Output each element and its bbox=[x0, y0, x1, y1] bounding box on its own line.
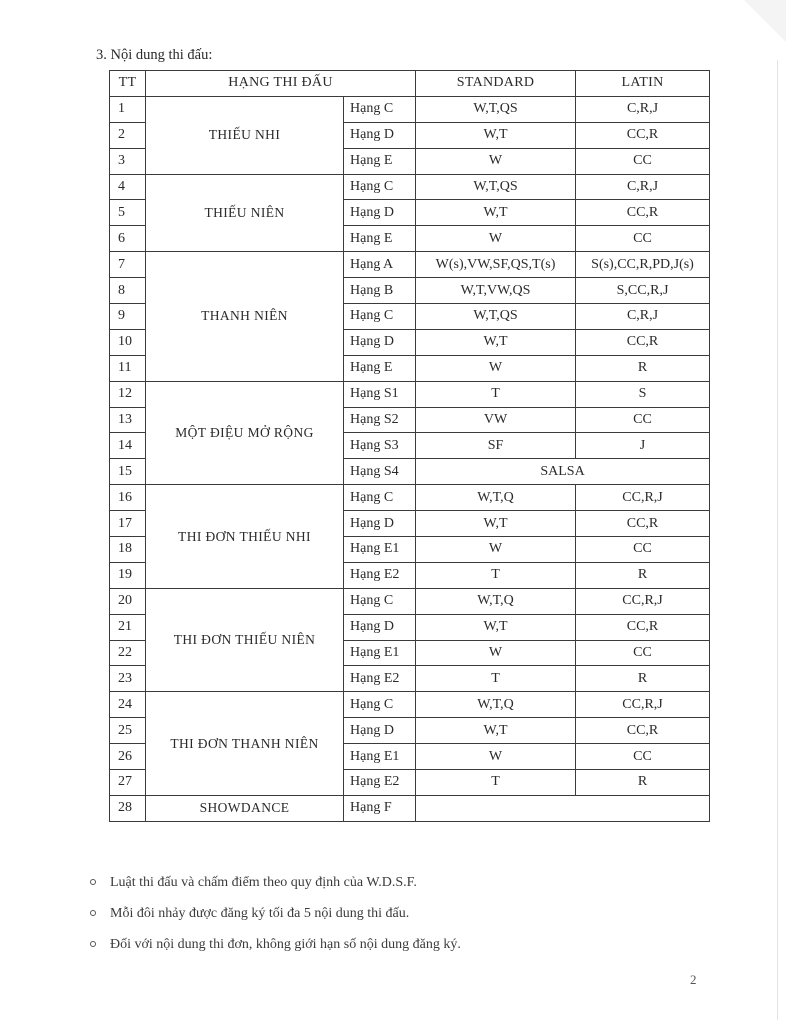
latin-dances: C,R,J bbox=[576, 174, 710, 200]
row-number: 14 bbox=[110, 433, 146, 459]
table-row bbox=[110, 252, 710, 278]
latin-dances: S bbox=[576, 381, 710, 407]
class-level: Hạng E2 bbox=[344, 770, 416, 796]
standard-dances: W bbox=[416, 640, 576, 666]
standard-dances: W,T,QS bbox=[416, 304, 576, 330]
bullet-icon bbox=[90, 941, 96, 947]
standard-dances: W,T bbox=[416, 122, 576, 148]
class-level: Hạng E2 bbox=[344, 666, 416, 692]
latin-dances: C,R,J bbox=[576, 304, 710, 330]
row-number: 15 bbox=[110, 459, 146, 485]
standard-dances: VW bbox=[416, 407, 576, 433]
class-level: Hạng E1 bbox=[344, 640, 416, 666]
standard-dances: W,T bbox=[416, 200, 576, 226]
row-number: 12 bbox=[110, 381, 146, 407]
latin-dances: CC,R,J bbox=[576, 485, 710, 511]
class-level: Hạng C bbox=[344, 174, 416, 200]
page-corner-fold bbox=[744, 0, 786, 42]
table-row bbox=[110, 588, 710, 614]
latin-dances: CC bbox=[576, 148, 710, 174]
section-heading: 3. Nội dung thi đấu: bbox=[96, 47, 213, 63]
row-number: 3 bbox=[110, 148, 146, 174]
header-standard: STANDARD bbox=[416, 71, 576, 97]
row-number: 25 bbox=[110, 718, 146, 744]
class-level: Hạng B bbox=[344, 278, 416, 304]
class-level: Hạng E bbox=[344, 148, 416, 174]
class-level: Hạng D bbox=[344, 200, 416, 226]
class-level: Hạng C bbox=[344, 692, 416, 718]
row-number: 2 bbox=[110, 122, 146, 148]
class-level: Hạng D bbox=[344, 511, 416, 537]
class-level: Hạng F bbox=[344, 795, 416, 821]
latin-dances: CC bbox=[576, 744, 710, 770]
standard-dances: T bbox=[416, 666, 576, 692]
standard-dances: SF bbox=[416, 433, 576, 459]
age-group-name: THI ĐƠN THIẾU NIÊN bbox=[146, 588, 344, 692]
latin-dances: S,CC,R,J bbox=[576, 278, 710, 304]
row-number: 8 bbox=[110, 278, 146, 304]
standard-dances: W,T,QS bbox=[416, 174, 576, 200]
class-level: Hạng C bbox=[344, 485, 416, 511]
latin-dances: CC,R,J bbox=[576, 692, 710, 718]
table-row bbox=[110, 795, 710, 821]
standard-dances: W bbox=[416, 226, 576, 252]
table-row bbox=[110, 485, 710, 511]
header-category: HẠNG THI ĐẤU bbox=[146, 71, 416, 97]
latin-dances: CC bbox=[576, 640, 710, 666]
table-row bbox=[110, 692, 710, 718]
class-level: Hạng S2 bbox=[344, 407, 416, 433]
class-level: Hạng E bbox=[344, 355, 416, 381]
row-number: 24 bbox=[110, 692, 146, 718]
latin-dances: J bbox=[576, 433, 710, 459]
bullet-icon bbox=[90, 879, 96, 885]
class-level: Hạng D bbox=[344, 329, 416, 355]
row-number: 19 bbox=[110, 562, 146, 588]
class-level: Hạng S1 bbox=[344, 381, 416, 407]
class-level: Hạng C bbox=[344, 304, 416, 330]
header-latin: LATIN bbox=[576, 71, 710, 97]
row-number: 11 bbox=[110, 355, 146, 381]
latin-dances: R bbox=[576, 562, 710, 588]
row-number: 13 bbox=[110, 407, 146, 433]
latin-dances: CC,R bbox=[576, 329, 710, 355]
row-number: 5 bbox=[110, 200, 146, 226]
latin-dances: R bbox=[576, 355, 710, 381]
note-item bbox=[90, 935, 461, 966]
class-level: Hạng E1 bbox=[344, 537, 416, 563]
standard-dances: T bbox=[416, 381, 576, 407]
row-number: 18 bbox=[110, 537, 146, 563]
table-row bbox=[110, 381, 710, 407]
latin-dances: CC,R bbox=[576, 200, 710, 226]
note-item bbox=[90, 873, 461, 904]
class-level: Hạng S4 bbox=[344, 459, 416, 485]
age-group-name: SHOWDANCE bbox=[146, 795, 344, 821]
row-number: 10 bbox=[110, 329, 146, 355]
merged-dances bbox=[416, 795, 710, 821]
table-body bbox=[110, 96, 710, 821]
latin-dances: CC bbox=[576, 537, 710, 563]
age-group-name: THI ĐƠN THANH NIÊN bbox=[146, 692, 344, 796]
row-number: 17 bbox=[110, 511, 146, 537]
standard-dances: W(s),VW,SF,QS,T(s) bbox=[416, 252, 576, 278]
row-number: 16 bbox=[110, 485, 146, 511]
standard-dances: W,T,QS bbox=[416, 96, 576, 122]
scan-edge-line bbox=[777, 60, 778, 1020]
note-text: Luật thi đấu và chấm điểm theo quy định của W.D.S.F. bbox=[110, 875, 417, 890]
row-number: 1 bbox=[110, 96, 146, 122]
bullet-icon bbox=[90, 910, 96, 916]
class-level: Hạng E2 bbox=[344, 562, 416, 588]
competition-program-table bbox=[109, 70, 710, 822]
standard-dances: W,T,Q bbox=[416, 485, 576, 511]
row-number: 23 bbox=[110, 666, 146, 692]
class-level: Hạng D bbox=[344, 614, 416, 640]
row-number: 27 bbox=[110, 770, 146, 796]
age-group-name: THIẾU NIÊN bbox=[146, 174, 344, 252]
standard-dances: W bbox=[416, 744, 576, 770]
class-level: Hạng E bbox=[344, 226, 416, 252]
age-group-name: MỘT ĐIỆU MỞ RỘNG bbox=[146, 381, 344, 485]
standard-dances: W,T bbox=[416, 718, 576, 744]
row-number: 7 bbox=[110, 252, 146, 278]
latin-dances: R bbox=[576, 770, 710, 796]
standard-dances: W,T,Q bbox=[416, 588, 576, 614]
standard-dances: W,T,Q bbox=[416, 692, 576, 718]
standard-dances: T bbox=[416, 562, 576, 588]
age-group-name: THANH NIÊN bbox=[146, 252, 344, 381]
standard-dances: W bbox=[416, 148, 576, 174]
note-text: Mỗi đôi nhảy được đăng ký tối đa 5 nội dung thi đấu. bbox=[110, 906, 410, 921]
merged-dances: SALSA bbox=[416, 459, 710, 485]
row-number: 26 bbox=[110, 744, 146, 770]
note-text: Đối với nội dung thi đơn, không giới hạn số nội dung đăng ký. bbox=[110, 937, 461, 952]
table-row bbox=[110, 96, 710, 122]
row-number: 4 bbox=[110, 174, 146, 200]
age-group-name: THI ĐƠN THIẾU NHI bbox=[146, 485, 344, 589]
page-number: 2 bbox=[690, 972, 697, 987]
class-level: Hạng S3 bbox=[344, 433, 416, 459]
class-level: Hạng C bbox=[344, 96, 416, 122]
standard-dances: T bbox=[416, 770, 576, 796]
notes-list bbox=[90, 873, 461, 966]
row-number: 21 bbox=[110, 614, 146, 640]
class-level: Hạng D bbox=[344, 718, 416, 744]
latin-dances: CC bbox=[576, 226, 710, 252]
latin-dances: S(s),CC,R,PD,J(s) bbox=[576, 252, 710, 278]
latin-dances: CC,R bbox=[576, 511, 710, 537]
standard-dances: W,T,VW,QS bbox=[416, 278, 576, 304]
header-tt: TT bbox=[110, 71, 146, 97]
latin-dances: CC bbox=[576, 407, 710, 433]
standard-dances: W bbox=[416, 355, 576, 381]
row-number: 22 bbox=[110, 640, 146, 666]
row-number: 20 bbox=[110, 588, 146, 614]
standard-dances: W,T bbox=[416, 329, 576, 355]
latin-dances: CC,R bbox=[576, 614, 710, 640]
table-row bbox=[110, 174, 710, 200]
row-number: 6 bbox=[110, 226, 146, 252]
row-number: 28 bbox=[110, 795, 146, 821]
latin-dances: CC,R,J bbox=[576, 588, 710, 614]
age-group-name: THIẾU NHI bbox=[146, 96, 344, 174]
standard-dances: W,T bbox=[416, 511, 576, 537]
note-item bbox=[90, 904, 461, 935]
standard-dances: W,T bbox=[416, 614, 576, 640]
class-level: Hạng C bbox=[344, 588, 416, 614]
standard-dances: W bbox=[416, 537, 576, 563]
table-header-row bbox=[110, 71, 710, 97]
latin-dances: CC,R bbox=[576, 718, 710, 744]
latin-dances: R bbox=[576, 666, 710, 692]
class-level: Hạng E1 bbox=[344, 744, 416, 770]
latin-dances: C,R,J bbox=[576, 96, 710, 122]
class-level: Hạng D bbox=[344, 122, 416, 148]
row-number: 9 bbox=[110, 304, 146, 330]
latin-dances: CC,R bbox=[576, 122, 710, 148]
class-level: Hạng A bbox=[344, 252, 416, 278]
